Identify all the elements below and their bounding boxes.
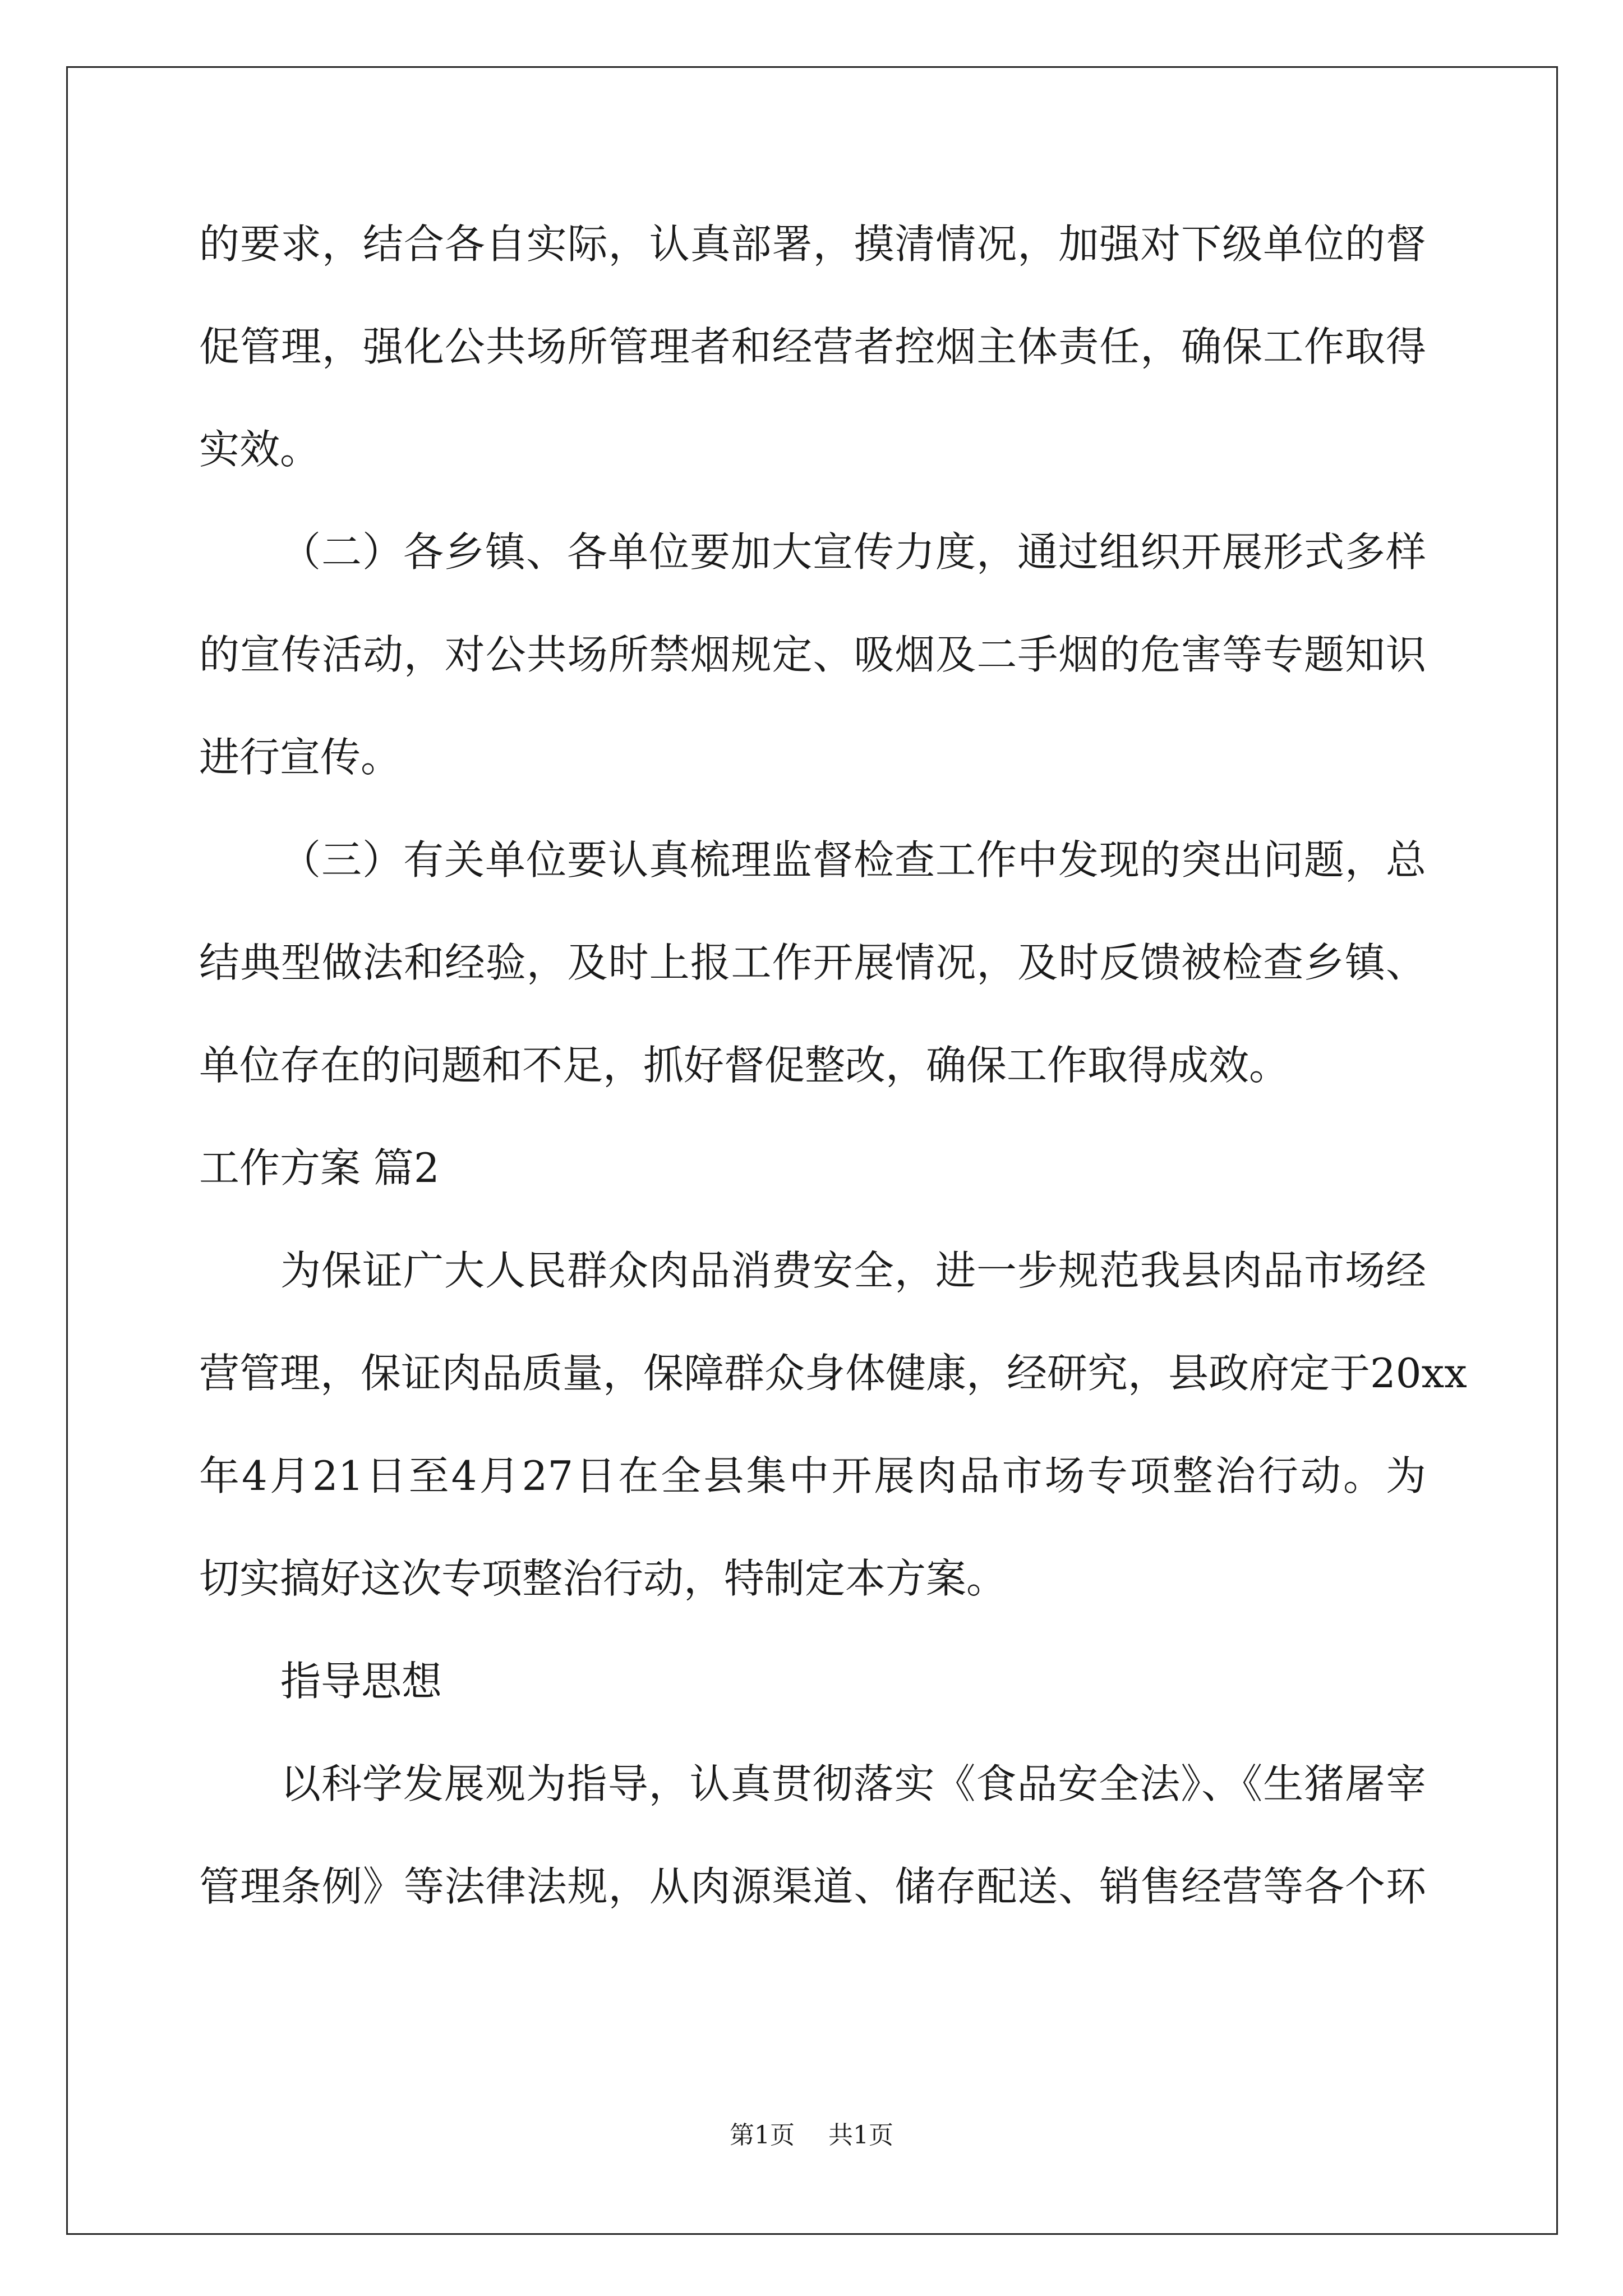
body-line: 管理条例》等法律法规，从肉源渠道、储存配送、销售经营等各个环 (199, 1863, 1426, 1910)
body-line: 的宣传活动，对公共场所禁烟规定、吸烟及二手烟的危害等专题知识 (199, 631, 1426, 678)
section-heading: 工作方案 篇2 (199, 1144, 440, 1191)
body-line: 实效。 (199, 426, 321, 473)
body-line: 进行宣传。 (199, 734, 402, 781)
body-line: 的要求，结合各自实际，认真部署，摸清情况，加强对下级单位的督 (199, 220, 1426, 268)
body-line: （二）各乡镇、各单位要加大宣传力度，通过组织开展形式多样 (280, 528, 1426, 576)
page-total: 共1页 (828, 2121, 893, 2150)
body-line: 单位存在的问题和不足，抓好督促整改，确保工作取得成效。 (199, 1042, 1290, 1089)
body-line: 以科学发展观为指导，认真贯彻落实《食品安全法》、《生猪屠宰 (280, 1760, 1426, 1807)
body-line: 营管理，保证肉品质量，保障群众身体健康，经研究，县政府定于20xx (199, 1350, 1467, 1397)
body-line: 切实搞好这次专项整治行动，特制定本方案。 (199, 1555, 1007, 1602)
body-line: （三）有关单位要认真梳理监督检查工作中发现的突出问题，总 (280, 836, 1426, 884)
body-line: 年4月21日至4月27日在全县集中开展肉品市场专项整治行动。为 (199, 1452, 1426, 1499)
page-footer (0, 2122, 1623, 2150)
document-body (199, 220, 1467, 1967)
page-number: 第1页 (730, 2121, 795, 2150)
body-line: 为保证广大人民群众肉品消费安全，进一步规范我县肉品市场经 (280, 1247, 1426, 1294)
body-line: 促管理，强化公共场所管理者和经营者控烟主体责任，确保工作取得 (199, 323, 1426, 370)
subheading: 指导思想 (280, 1658, 442, 1705)
body-line: 结典型做法和经验，及时上报工作开展情况，及时反馈被检查乡镇、 (199, 939, 1426, 986)
